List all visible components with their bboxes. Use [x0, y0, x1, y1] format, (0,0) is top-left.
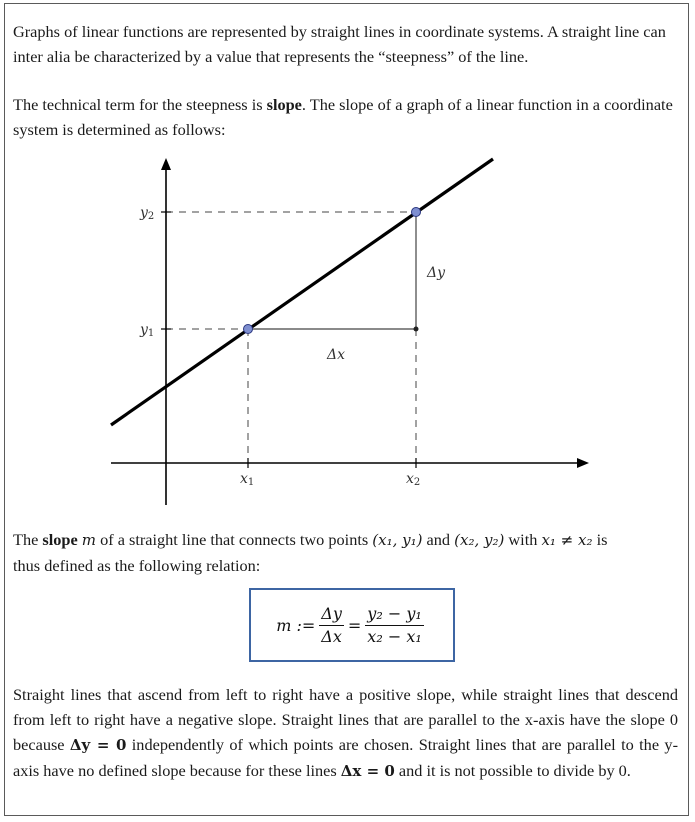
delta-x-zero: Δx = 0 — [340, 762, 395, 780]
slope-formula-box — [249, 588, 455, 662]
p3-the: The — [13, 530, 43, 549]
p4-s3: and it is not possible to divide by 0. — [394, 761, 631, 780]
m-variable: m — [81, 531, 96, 549]
label-x2: x2 — [406, 471, 421, 488]
linear-function-line — [111, 159, 493, 425]
label-x1: x1 — [240, 471, 255, 488]
label-y2: y2 — [140, 205, 155, 222]
p3-is: is — [592, 530, 608, 549]
slope-word: slope — [42, 530, 78, 549]
y-axis-arrow-icon — [161, 158, 171, 170]
p2-before: The technical term for the steepness is — [13, 95, 267, 114]
point-1 — [244, 325, 253, 334]
p3-with: with — [504, 530, 542, 549]
delta-y-zero: Δy = 0 — [69, 736, 127, 754]
intro-text: Graphs of linear functions are represented by straight lines in coordinate systems. A straight line can inter alia be characterized by a value that represents the “steepness” of the line. — [13, 22, 666, 66]
condition: x₁ ≠ x₂ — [541, 531, 593, 549]
fraction-y-difference: y₂ − y₁ — [365, 605, 423, 626]
slope-relation-paragraph — [13, 527, 678, 578]
slope-sign-paragraph — [13, 682, 678, 784]
fraction-coordinates — [365, 605, 423, 646]
p4-s1: Straight lines that ascend from left to right have a positive slope, while straight lines that descend from left to right have a negative slope. Straight lines that are parallel to the x-axis have the slope 0 because — [13, 685, 678, 754]
p3-and: and — [422, 530, 455, 549]
formula-lhs: m := — [276, 615, 316, 635]
corner-point — [414, 327, 419, 332]
slope-formula — [251, 590, 453, 660]
point-1-coords: (x₁, y₁) — [372, 531, 423, 549]
fraction-delta-y: Δy — [319, 605, 344, 626]
p4-s2: independently of which points are chosen. Straight lines that are parallel to the y-axis have no defined slope because for these lines — [13, 735, 678, 780]
point-2 — [412, 208, 421, 217]
fraction-delta-x: Δx — [321, 626, 342, 646]
fraction-deltas — [319, 605, 344, 646]
p2-after: . The slope of a graph of a linear function in a coordinate system is determined as follows: — [13, 95, 673, 139]
fraction-x-difference: x₂ − x₁ — [367, 626, 422, 646]
point-2-coords: (x₂, y₂) — [454, 531, 505, 549]
p3-text1: of a straight line that connects two points — [96, 530, 373, 549]
label-delta-y: Δy — [427, 265, 446, 281]
x-axis-arrow-icon — [577, 458, 589, 468]
label-y1: y1 — [140, 322, 155, 339]
slope-term: slope — [266, 95, 302, 114]
formula-equals: = — [347, 615, 362, 635]
label-delta-x: Δx — [327, 347, 346, 363]
p3-line2: thus defined as the following relation: — [13, 556, 261, 575]
